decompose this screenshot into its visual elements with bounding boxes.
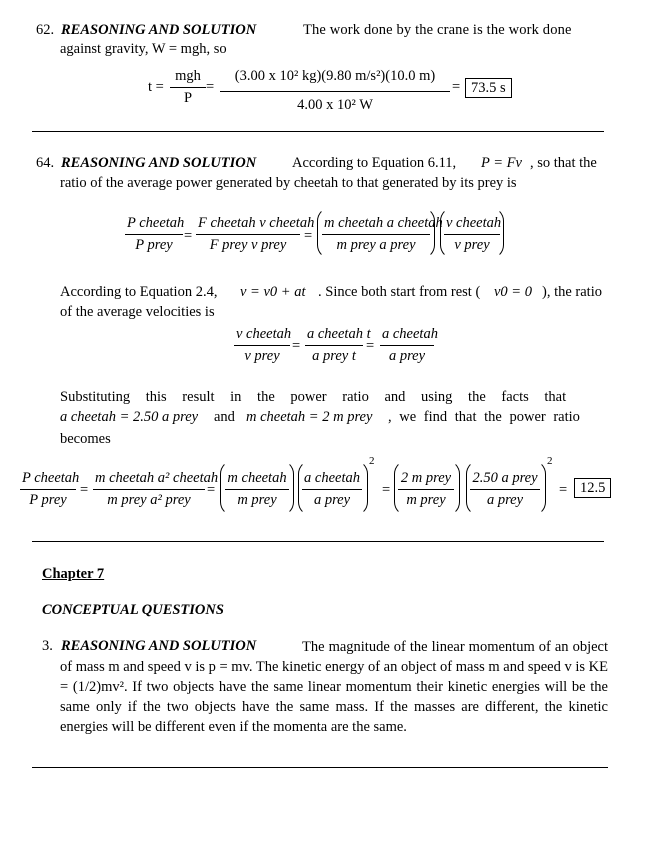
eq62-equals1: = — [206, 79, 215, 95]
eq1-p1-num: m cheetah a cheetah — [324, 215, 443, 231]
problem-64-para3-and: and — [214, 409, 235, 425]
divider-1 — [32, 131, 604, 132]
eq2-lhs — [234, 325, 290, 366]
eq2-rhs — [380, 325, 438, 366]
eq3-p4 — [470, 469, 540, 510]
eq1-mid — [196, 214, 315, 255]
eq3-p1 — [225, 469, 289, 510]
eq3-term2-num: m cheetah a² cheetah — [95, 470, 219, 486]
eq1-lhs-den: P prey — [135, 237, 173, 253]
eq3-term2-den: m prey a² prey — [107, 492, 191, 508]
eq1-p2-bar — [444, 234, 500, 235]
eq3-p3 — [398, 469, 454, 510]
eq3-p1-num: m cheetah — [227, 470, 287, 486]
eq3-lhs — [20, 469, 80, 510]
problem-64-para3-line1: Substituting this result in the power ratio and using the facts that — [60, 389, 567, 405]
problem-64-intro-eq: P = Fv — [481, 155, 522, 171]
eq1-mid-bar — [196, 234, 300, 235]
problem-64-intro-tail: , so that the — [530, 155, 597, 171]
divider-2 — [32, 541, 604, 542]
eq2-lhs-bar — [234, 345, 290, 346]
eq3-lhs-den: P prey — [29, 492, 67, 508]
eq3-equals1: = — [80, 482, 89, 498]
eq3-term2 — [93, 469, 219, 510]
eq1-p1-bar — [322, 234, 430, 235]
eq62-frac1 — [170, 67, 206, 108]
eq1-p2-num: v cheetah — [446, 215, 502, 231]
question-3-number: 3. — [42, 638, 53, 654]
eq1-p1 — [322, 214, 443, 255]
eq62-frac2-num: (3.00 x 10² kg)(9.80 m/s²)(10.0 m) — [234, 68, 436, 84]
eq62-answer-box: 73.5 s — [465, 78, 512, 98]
eq1-lhs — [125, 214, 183, 255]
eq3-p2-bar — [302, 489, 362, 490]
eq62-frac2 — [220, 67, 450, 115]
problem-64-para3-tail: , we find that the power ratio — [388, 409, 580, 425]
eq62-frac1-bar — [170, 87, 206, 88]
eq3-equals2: = — [207, 482, 216, 498]
problem-62-line2: against gravity, W = mgh, so — [60, 41, 227, 57]
eq2-lhs-num: v cheetah — [236, 326, 292, 342]
eq2-rhs-num: a cheetah — [382, 326, 438, 342]
question-3-text: The magnitude of the linear momentum of an object of mass m and speed v is p = mv. The kinetic energy of an object of mass m and speed v is KE = (1/2)mv². If two objects have the same linear momentum their kinetic energies will be the same only if the two objects have the same mass. If the masses are different, the kinetic energies will be different even if the momenta are the same. — [60, 639, 608, 735]
eq3-exponent-1: 2 — [369, 455, 375, 467]
eq1-mid-num: F cheetah v cheetah — [198, 215, 315, 231]
eq1-equals1: = — [184, 228, 193, 244]
question-3-heading: REASONING AND SOLUTION — [61, 638, 257, 654]
eq3-equals4: = — [559, 482, 568, 498]
eq2-mid — [305, 325, 371, 366]
eq3-p3-bar — [398, 489, 454, 490]
problem-64-intro: According to Equation 6.11, — [292, 155, 457, 171]
eq62-equals2: = — [452, 79, 461, 95]
problem-64-line2: ratio of the average power generated by cheetah to that generated by its prey is — [60, 175, 517, 191]
eq1-lhs-num: P cheetah — [127, 215, 185, 231]
eq3-lhs-num: P cheetah — [22, 470, 80, 486]
eq2-mid-den: a prey t — [312, 348, 356, 364]
eq3-p2-num: a cheetah — [304, 470, 360, 486]
chapter-title: Chapter 7 — [42, 566, 105, 582]
eq3-term2-bar — [93, 489, 205, 490]
eq3-p3-den: m prey — [406, 492, 446, 508]
eq3-p2-den: a prey — [313, 492, 351, 508]
eq3-p3-num: 2 m prey — [400, 470, 452, 486]
eq62-frac1-num: mgh — [175, 68, 201, 84]
eq62-frac2-bar — [220, 91, 450, 92]
eq1-equals2: = — [304, 228, 313, 244]
problem-64-para3-fact2: m cheetah = 2 m prey — [246, 409, 373, 425]
eq3-answer-box: 12.5 — [574, 478, 611, 498]
eq62-frac2-den: 4.00 x 10² W — [297, 97, 373, 113]
eq2-lhs-den: v prey — [244, 348, 280, 364]
eq3-p4-num: 2.50 a prey — [472, 470, 538, 486]
problem-64-para2-eq2: v0 = 0 — [494, 284, 532, 300]
problem-64-para3-line3: becomes — [60, 431, 111, 447]
eq1-p2 — [444, 214, 500, 255]
eq2-mid-num: a cheetah t — [307, 326, 371, 342]
eq2-rhs-bar — [380, 345, 434, 346]
eq2-mid-bar — [305, 345, 363, 346]
eq2-rhs-den: a prey — [388, 348, 426, 364]
eq3-p1-bar — [225, 489, 289, 490]
problem-64-para2-start: According to Equation 2.4, — [60, 284, 218, 300]
problem-62-heading: REASONING AND SOLUTION — [61, 22, 257, 38]
problem-62-number: 62. — [36, 22, 55, 38]
problem-64-para2-eq: v = v0 + at — [240, 284, 306, 300]
problem-62-line1: The work done by the crane is the work done — [303, 22, 572, 38]
eq1-p2-den: v prey — [454, 237, 490, 253]
eq1-p1-den: m prey a prey — [336, 237, 416, 253]
problem-64-para3-fact1: a cheetah = 2.50 a prey — [60, 409, 199, 425]
eq2-equals1: = — [292, 338, 301, 354]
problem-64-number: 64. — [36, 155, 55, 171]
problem-64-para2-mid: . Since both start from rest ( — [318, 284, 481, 300]
eq2-equals2: = — [366, 338, 375, 354]
eq3-exponent-2: 2 — [547, 455, 553, 467]
problem-64-heading: REASONING AND SOLUTION — [61, 155, 257, 171]
eq1-mid-den: F prey v prey — [209, 237, 287, 253]
divider-3 — [32, 767, 608, 768]
section-title: CONCEPTUAL QUESTIONS — [42, 602, 224, 618]
eq62-t: t = — [148, 79, 164, 95]
eq3-p4-bar — [470, 489, 540, 490]
problem-64-para2-line2: of the average velocities is — [60, 304, 215, 320]
eq1-lhs-bar — [125, 234, 183, 235]
eq3-p2 — [302, 469, 362, 510]
eq3-p1-den: m prey — [237, 492, 277, 508]
eq3-p4-den: a prey — [486, 492, 524, 508]
eq3-lhs-bar — [20, 489, 76, 490]
problem-64-para2-end: ), the ratio — [542, 284, 602, 300]
eq3-equals3: = — [382, 482, 391, 498]
eq62-frac1-den: P — [183, 90, 193, 106]
